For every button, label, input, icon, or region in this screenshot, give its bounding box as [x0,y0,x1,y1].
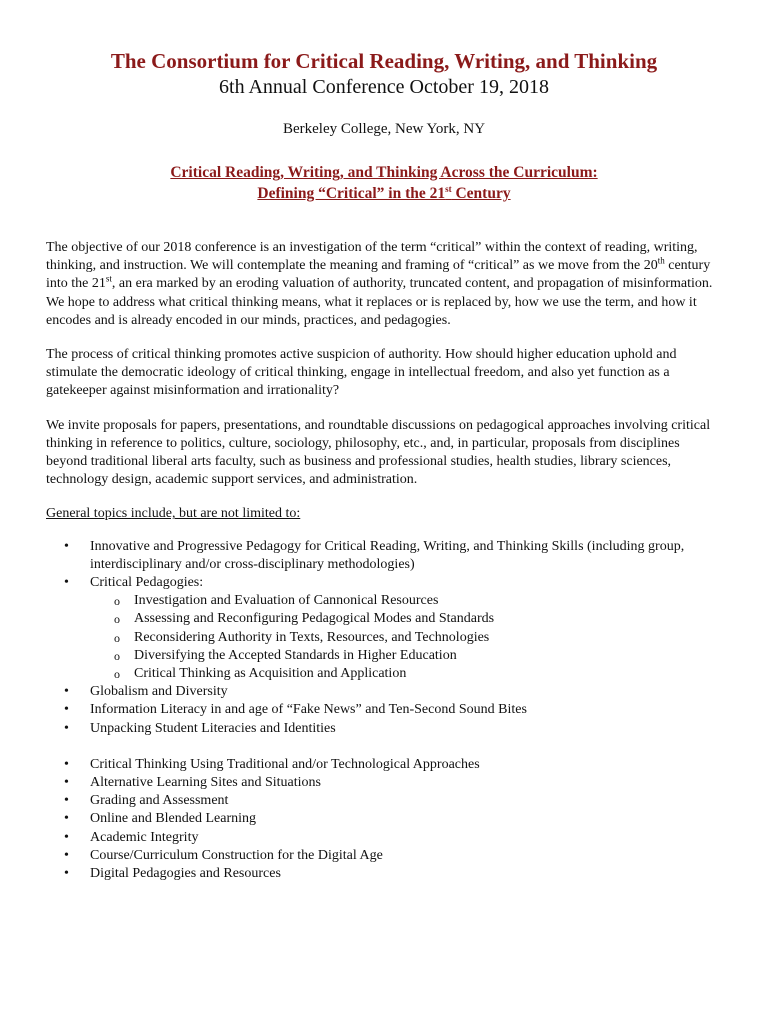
list-item [46,865,722,883]
sub-topic-text: Assessing and Reconfiguring Pedagogical Modes and Standards [134,611,495,627]
sub-topic-text: Reconsidering Authority in Texts, Resources, and Technologies [134,629,490,645]
topic-text: Unpacking Student Literacies and Identities [90,720,336,736]
sub-list-item [90,647,722,665]
paragraph-invite: We invite proposals for papers, presentations, and roundtable discussions on pedagogical approaches involving critical thinking in reference to politics, culture, sociology, philosophy, etc., and, in particular, proposals from disciplines beyond traditional liberal arts faculty, such as business and professional studies, health studies, library sciences, technology design, academic support services, and administration. [46,417,711,488]
bullet-icon: • [64,866,69,882]
theme-line-2-end: Century [451,185,511,202]
theme-superscript: st [445,183,452,194]
topic-text: Globalism and Diversity [90,684,228,700]
theme-line-2-text: Defining “Critical” in the 21 [257,185,446,202]
document-body [46,239,722,883]
conference-theme [0,162,768,204]
bullet-icon: • [64,811,69,827]
topic-text: Innovative and Progressive Pedagogy for Critical Reading, Writing, and Thinking Skills (including group, interdisciplinary and/or cross-disciplinary methodologies) [90,538,685,572]
bullet-icon: • [64,793,69,809]
p1-sup-1: th [657,255,665,266]
circle-bullet-icon: o [114,612,120,627]
list-spacer [46,738,722,756]
p1-text-c: , an era marked by an eroding valuation of authority, truncated content, and propagation of misinformation. We hope to address what critical thinking means, what it replaces or is replaced by, how we use the term, and how it encodes and is already encoded in our minds, practices, and pedagogies. [46,276,713,328]
topic-text: Information Literacy in and age of “Fake News” and Ten-Second Sound Bites [90,702,527,718]
circle-bullet-icon: o [114,667,120,682]
list-item [46,847,722,865]
bullet-icon: • [64,575,69,591]
bullet-icon: • [64,756,69,772]
sub-topic-text: Critical Thinking as Acquisition and Application [134,666,407,682]
topic-text: Grading and Assessment [90,793,229,809]
circle-bullet-icon: o [114,594,120,609]
bullet-icon: • [64,538,69,554]
topic-text: Digital Pedagogies and Resources [90,866,281,882]
list-item [46,829,722,847]
p1-text-b: century into the 21 [46,258,711,292]
p1-text-a: The objective of our 2018 conference is an investigation of the term “critical” within the context of reading, writing, thinking, and instruction. We will contemplate the meaning and framing of “critical” as we move from the 20 [46,240,698,274]
page-title: The Consortium for Critical Reading, Writing, and Thinking [110,49,658,73]
bullet-icon: • [64,775,69,791]
sub-list-item [90,610,722,628]
list-item [46,538,722,574]
topic-text: Course/Curriculum Construction for the Digital Age [90,847,383,863]
circle-bullet-icon: o [114,630,120,645]
sub-list-item [90,665,722,683]
conference-date: 6th Annual Conference October 19, 2018 [219,76,549,98]
topics-list-continued [46,756,722,883]
list-item [46,701,722,719]
theme-line-2 [0,183,768,204]
p1-sup-2: st [105,273,112,284]
topic-text: Critical Pedagogies: [90,575,204,591]
bullet-icon: • [64,720,69,736]
list-item [46,756,722,774]
paragraph-objective [46,239,722,330]
bullet-icon: • [64,684,69,700]
sub-topic-text: Investigation and Evaluation of Cannonical Resources [134,593,439,609]
bullet-icon: • [64,702,69,718]
topics-list [46,538,722,738]
topic-text: Academic Integrity [90,829,199,845]
list-item [46,683,722,701]
bullet-icon: • [64,847,69,863]
list-item [46,574,722,683]
theme-line-1: Critical Reading, Writing, and Thinking Across the Curriculum: [170,164,598,181]
sub-topic-text: Diversifying the Accepted Standards in Higher Education [134,647,457,663]
conference-location: Berkeley College, New York, NY [282,121,486,137]
bullet-icon: • [64,829,69,845]
topic-text: Alternative Learning Sites and Situations [90,775,321,791]
topic-text: Online and Blended Learning [90,811,257,827]
topic-text: Critical Thinking Using Traditional and/or Technological Approaches [90,756,480,772]
list-item [46,810,722,828]
list-item [46,792,722,810]
sub-list-item [90,592,722,610]
sub-list-item [90,629,722,647]
circle-bullet-icon: o [114,648,120,663]
topics-heading: General topics include, but are not limited to: [46,506,301,522]
sub-topics-list [90,592,722,683]
list-item [46,720,722,738]
paragraph-process: The process of critical thinking promotes active suspicion of authority. How should higher education uphold and stimulate the democratic ideology of critical thinking, engage in intellectual freedom, and also yet function as a gatekeeper against misinformation and irrationality? [46,347,677,399]
list-item [46,774,722,792]
